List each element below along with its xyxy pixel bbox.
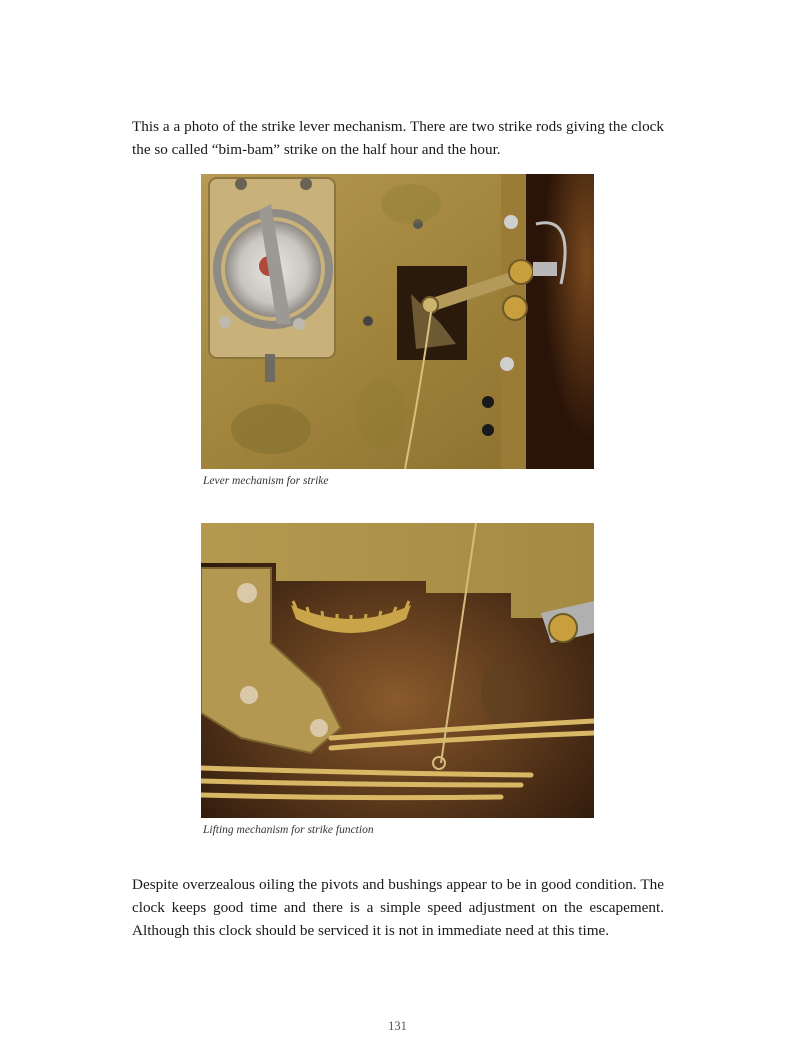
body-paragraph-2: Despite overzealous oiling the pivots and bushings appear to be in good condition. The clock keeps good time and there is a simple speed adjustment on the escapement. Although this clock should be serviced it is not in immediate need at this time. — [132, 876, 664, 939]
strike-lever-photo — [201, 174, 594, 469]
figure-caption-2: Lifting mechanism for strike function — [203, 824, 374, 836]
body-paragraph-1: This a a photo of the strike lever mechanism. There are two strike rods giving the clock the so called “bim-bam” strike on the half hour and the hour. — [132, 118, 664, 158]
figure-caption-1: Lever mechanism for strike — [203, 475, 329, 487]
page-number: 131 — [388, 1019, 407, 1033]
lifting-mechanism-photo — [201, 523, 594, 818]
